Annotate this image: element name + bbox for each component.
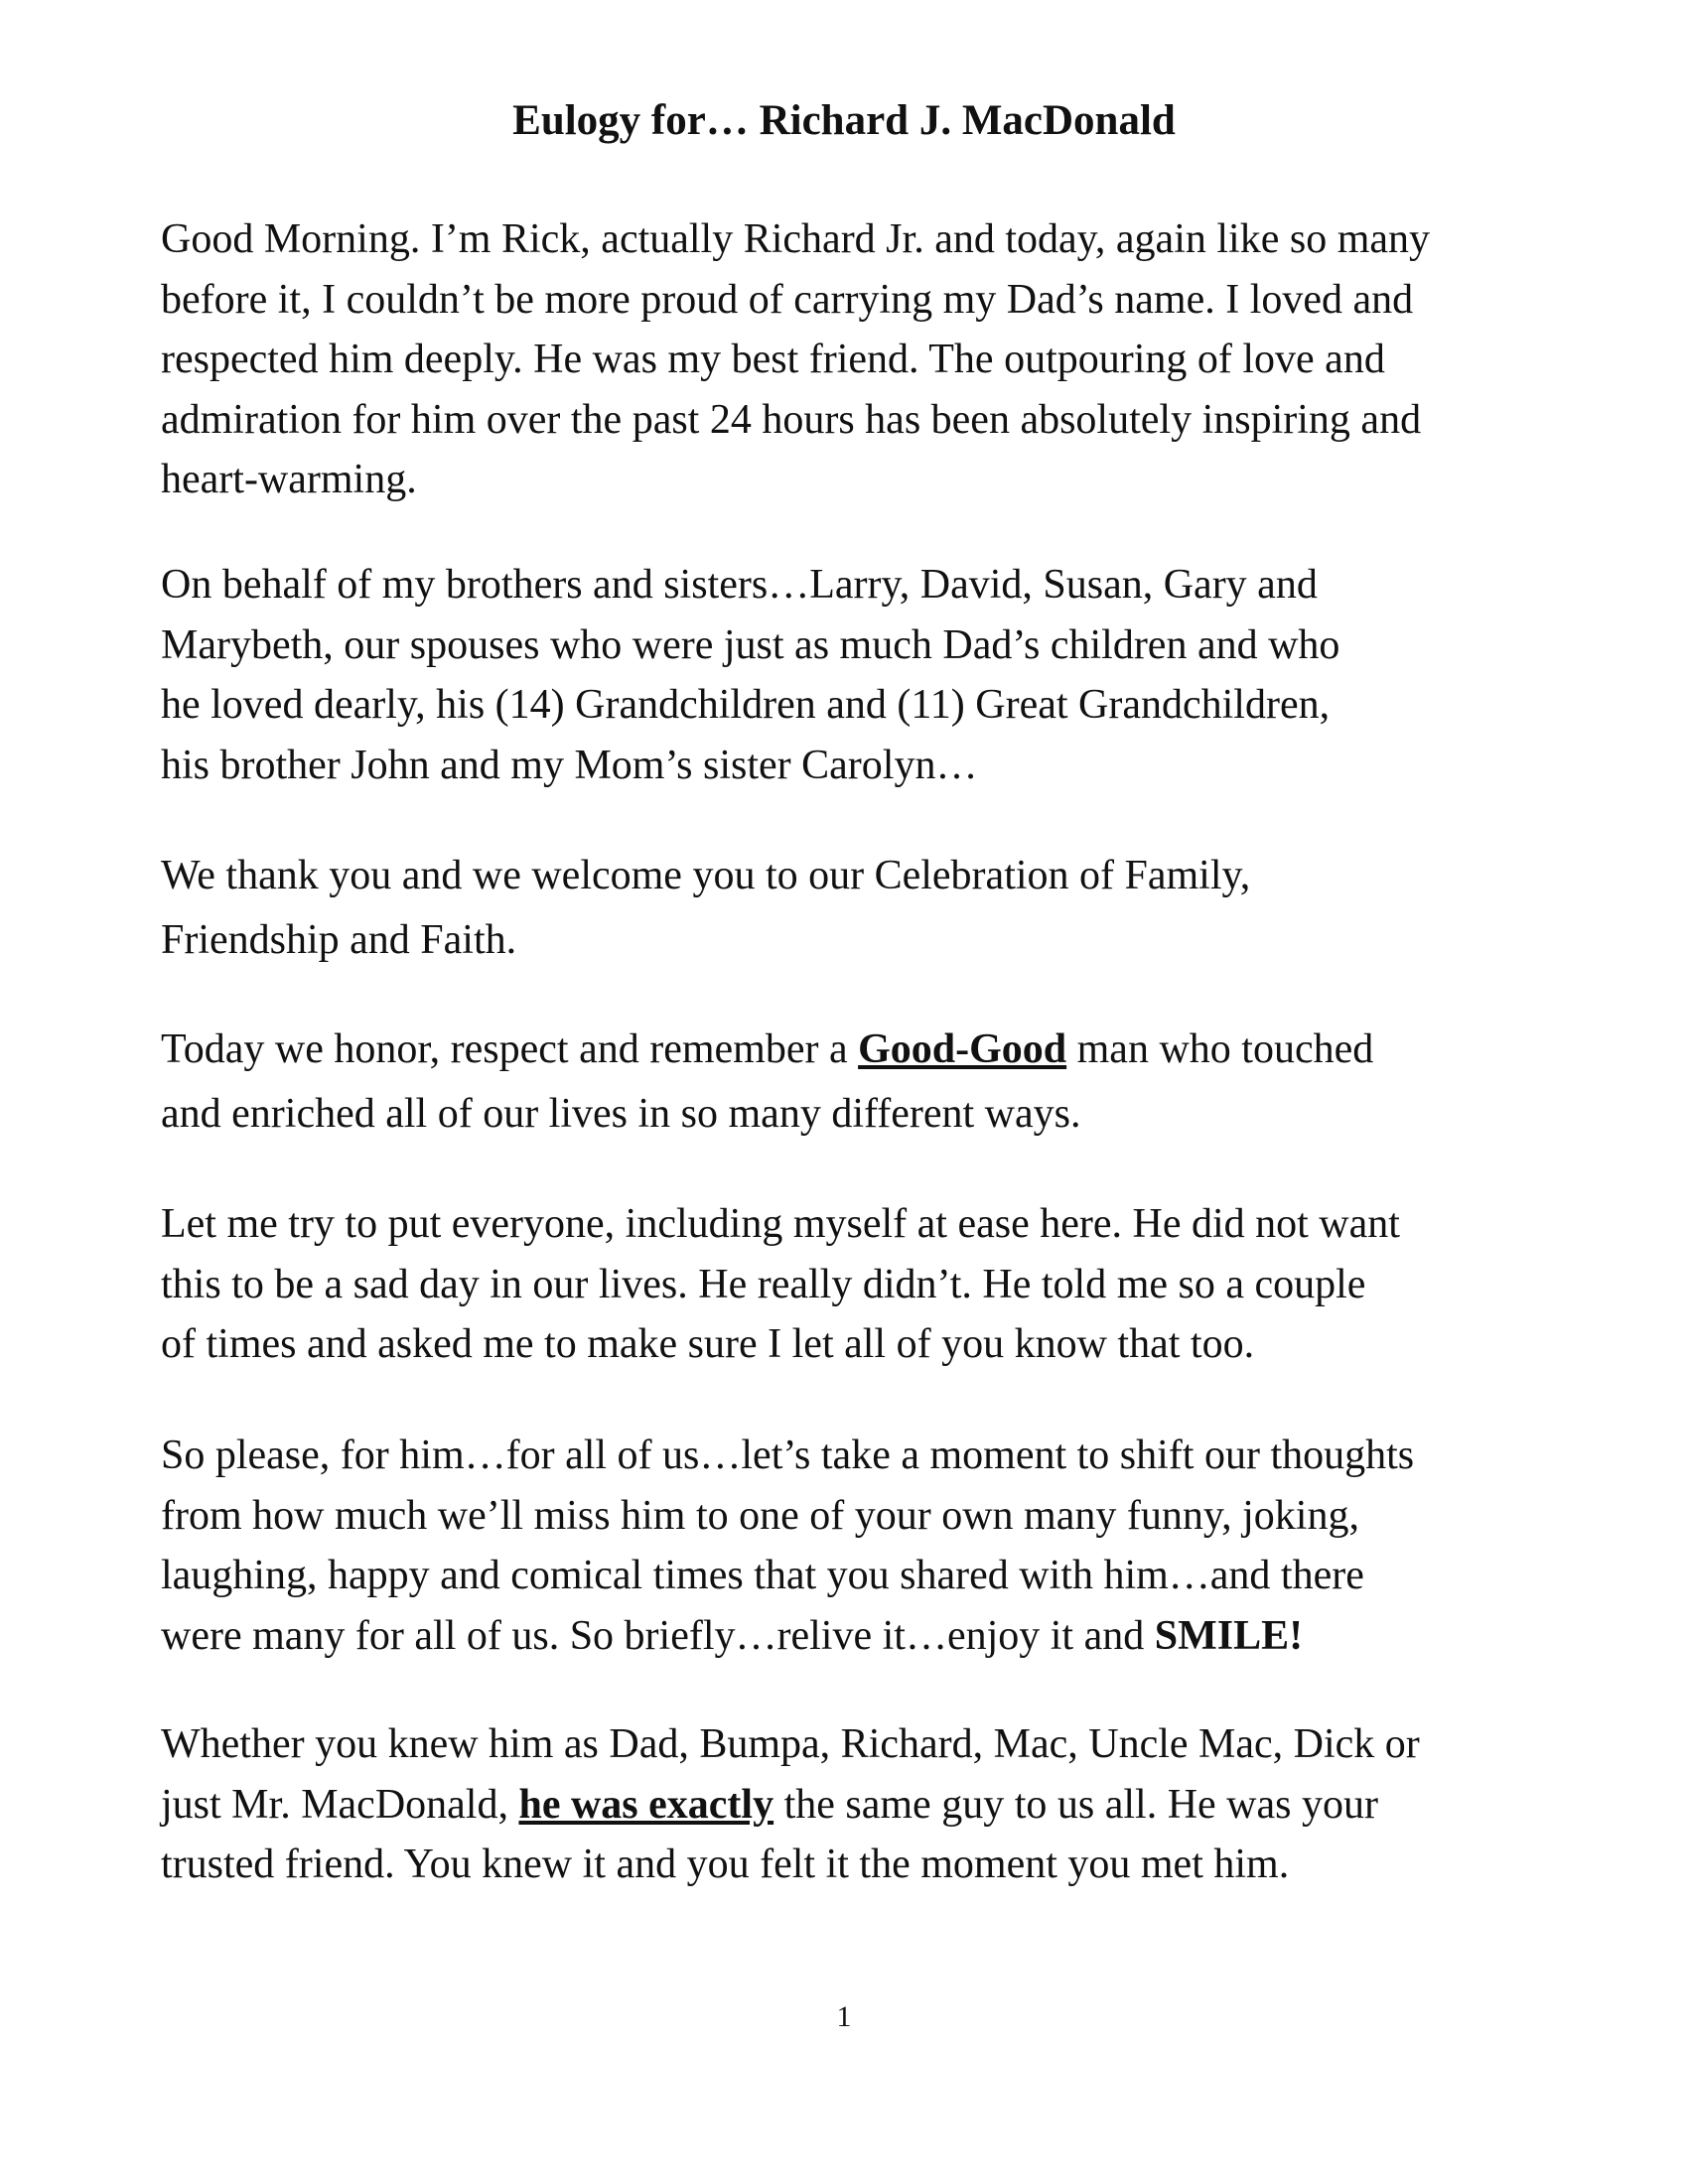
page-number: 1 [836,2000,852,2033]
text-line: respected him deeply. He was my best friend. The outpouring of love and [161,337,1385,382]
emphasized-text: SMILE! [1154,1612,1304,1659]
text-line: he loved dearly, his (14) Grandchildren and (11) Great Grandchildren, [161,682,1331,728]
text-fragment: man who touched [1066,1026,1374,1072]
text-line [161,1018,1551,1082]
text-line: from how much we’ll miss him to one of your own many funny, joking, [161,1492,1359,1539]
paragraph-opening [161,209,1551,510]
text-line: Whether you knew him as Dad, Bumpa, Richard, Mac, Uncle Mac, Dick or [161,1721,1420,1767]
text-line: Marybeth, our spouses who were just as much Dad’s children and who [161,621,1340,668]
paragraph-honor [161,1018,1551,1147]
text-line: So please, for him…for all of us…let’s take a moment to shift our thoughts [161,1433,1415,1478]
paragraph-welcome [161,844,1551,973]
text-line: Good Morning. I’m Rick, actually Richard Jr. and today, again like so many [161,216,1431,262]
text-line: this to be a sad day in our lives. He really didn’t. He told me so a couple [161,1261,1366,1307]
text-line: laughing, happy and comical times that you shared with him…and there [161,1553,1364,1598]
text-line: and enriched all of our lives in so many different ways. [161,1091,1081,1137]
text-line: before it, I couldn’t be more proud of carrying my Dad’s name. I loved and [161,276,1414,323]
page-title: Eulogy for… Richard J. MacDonald [512,97,1176,144]
paragraph-family [161,555,1551,795]
text-line: On behalf of my brothers and sisters…Larry, David, Susan, Gary and [161,562,1318,608]
text-fragment: Today we honor, respect and remember a [161,1026,859,1072]
text-line [161,1606,1551,1667]
paragraph-smile [161,1426,1551,1666]
text-line: We thank you and we welcome you to our Celebration of Family, [161,853,1251,898]
text-fragment: the same guy to us all. He was your [774,1781,1378,1828]
text-line [161,1775,1551,1836]
paragraph-friend [161,1714,1551,1895]
paragraph-ease [161,1194,1551,1375]
text-fragment: just Mr. MacDonald, [161,1781,519,1828]
text-line: his brother John and my Mom’s sister Carolyn… [161,742,978,788]
text-line: Let me try to put everyone, including myself at ease here. He did not want [161,1201,1400,1247]
text-line: heart-warming. [161,457,417,502]
text-line: admiration for him over the past 24 hours has been absolutely inspiring and [161,396,1422,443]
emphasized-text: he was exactly [518,1781,774,1828]
text-line: Friendship and Faith. [161,917,517,963]
emphasized-text: Good-Good [858,1026,1067,1072]
text-fragment: were many for all of us. So briefly…relive it…enjoy it and [161,1612,1155,1659]
text-line: trusted friend. You knew it and you felt it the moment you met him. [161,1842,1290,1887]
text-line: of times and asked me to make sure I let all of you know that too. [161,1321,1255,1367]
